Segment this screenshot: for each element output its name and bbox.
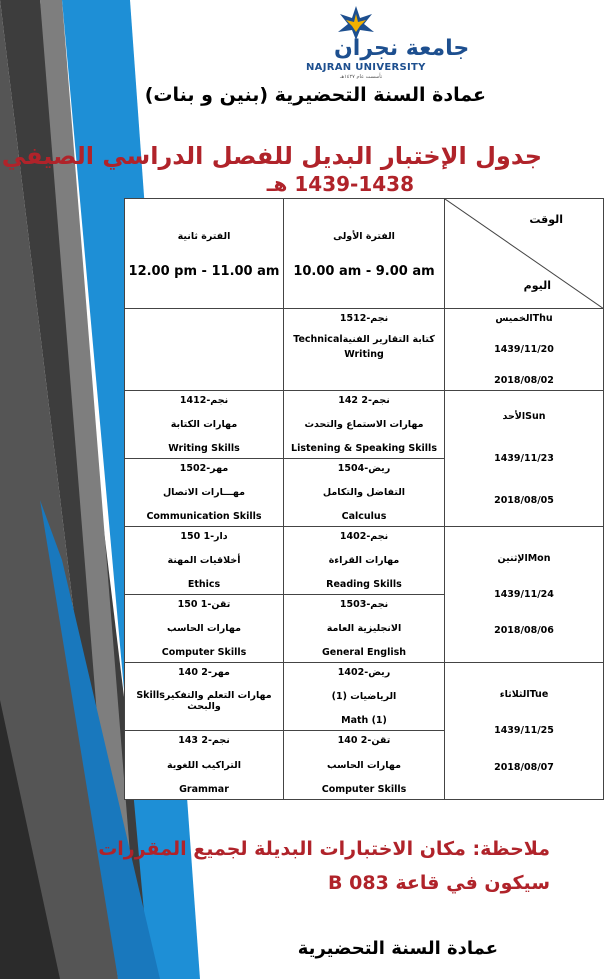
course-code: 150ريض-4: [337, 463, 391, 474]
day-name: الإثنينMon: [497, 553, 551, 564]
course-name-ar: مهـــارات الاتصال: [162, 487, 246, 498]
day-thursday: [445, 309, 604, 391]
day-name: الأحدSun: [502, 411, 546, 422]
period1-label: الفترة الأولى: [333, 231, 395, 242]
course-name-ar: Skillsمهارات التعلم والتفكير والبحث: [136, 690, 272, 712]
deanship-footer: عمادة السنة التحضيرية: [297, 938, 498, 959]
course-name-en: Writing Skills: [168, 443, 240, 454]
university-logo: [300, 4, 490, 78]
star-emblem-icon: [326, 4, 386, 40]
corner-diagonal: [445, 199, 604, 309]
course-code: 150نجم-3: [339, 599, 389, 610]
table-header-row: [125, 199, 604, 309]
schedule-title: جدول الإختبار البديل للفصل الدراسي الصيفي: [1, 142, 542, 170]
corner-time-label: الوقت: [529, 213, 563, 226]
course-name-en: Ethics: [187, 579, 221, 590]
course-code: 140 تقن-2: [337, 735, 391, 746]
slot-mon-p2-b: [125, 595, 284, 663]
exam-schedule-table: [124, 198, 604, 800]
slot-tue-p2-a: [125, 663, 284, 731]
schedule-year: 1439-1438 هـ: [266, 172, 414, 196]
course-name-ar: أخلاقيات المهنة: [167, 555, 241, 566]
day-tuesday: [445, 663, 604, 800]
course-code: 150 دار-1: [180, 531, 228, 542]
course-code: 140 مهر-2: [178, 667, 230, 678]
slot-tue-p1-b: [284, 731, 445, 800]
day-name: الخميسThu: [495, 313, 553, 324]
course-name-en: Communication Skills: [146, 511, 262, 522]
gregorian-date: 2018/08/06: [494, 624, 554, 636]
deanship-heading: عمادة السنة التحضيرية (بنين و بنات): [144, 84, 486, 106]
course-name-ar: مهارات الحاسب: [167, 623, 241, 634]
course-name-en: Computer Skills: [321, 784, 407, 795]
slot-thu-p2: [125, 309, 284, 391]
course-name-en: General English: [321, 647, 407, 658]
course-code: 150مهر-2: [179, 463, 229, 474]
slot-mon-p2-a: [125, 527, 284, 595]
table-row: [125, 309, 604, 391]
slot-thu-p1: [284, 309, 445, 391]
corner-day-label: اليوم: [523, 279, 551, 292]
period1-time: 10.00 am - 9.00 am: [293, 264, 435, 279]
course-name-en: Math (1): [341, 715, 387, 726]
slot-mon-p1-a: [284, 527, 445, 595]
slot-mon-p1-b: [284, 595, 445, 663]
period2-time: 12.00 pm - 11.00 am: [128, 264, 280, 279]
course-name-ar: مهارات الاستماع والتحدث: [304, 419, 424, 430]
gregorian-date: 2018/08/07: [494, 761, 554, 773]
corner-header: [445, 199, 604, 309]
slot-sun-p2-a: [125, 391, 284, 459]
logo-founded-text: تأسست عام ١٤٢٧هـ: [340, 74, 383, 80]
period2-header: [125, 199, 284, 309]
course-name-en: Computer Skills: [161, 647, 247, 658]
slot-tue-p1-a: [284, 663, 445, 731]
hijri-date: 1439/11/25: [494, 725, 554, 737]
course-name-ar: مهارات القراءة: [328, 555, 400, 566]
course-name-en: Grammar: [179, 784, 229, 795]
course-code: 142 نجم-2: [338, 395, 390, 406]
course-name-ar: مهارات الحاسب: [327, 759, 401, 771]
logo-arabic-text: جامعة نجران: [334, 36, 470, 61]
gregorian-date: 2018/08/02: [494, 374, 554, 386]
course-name-ar: الرياضيات (1): [331, 691, 397, 702]
day-monday: [445, 527, 604, 663]
logo-english-text: NAJRAN UNIVERSITY: [306, 62, 426, 73]
day-sunday: [445, 391, 604, 527]
slot-sun-p1-a: [284, 391, 445, 459]
course-code: 143 نجم-2: [178, 735, 230, 746]
note-line1: ملاحظة: مكان الاختبارات البديلة لجميع المقررات: [98, 838, 550, 860]
course-code: 141نجم-2: [179, 395, 229, 406]
hijri-date: 1439/11/24: [494, 588, 554, 600]
period2-label: الفترة ثانية: [177, 231, 231, 242]
period1-header: [284, 199, 445, 309]
course-name-en: Reading Skills: [326, 579, 402, 590]
course-name-en: Writing: [344, 349, 384, 360]
slot-sun-p2-b: [125, 459, 284, 527]
course-name-ar: الانجليزية العامة: [326, 623, 402, 634]
gregorian-date: 2018/08/05: [494, 494, 554, 506]
hijri-date: 1439/11/20: [494, 343, 554, 355]
note-line2: سيكون في قاعة 083 B: [328, 872, 550, 894]
course-name-en: Listening & Speaking Skills: [291, 443, 437, 454]
day-name: الثلاثاءTue: [499, 689, 549, 700]
course-name-ar: التراكيب اللغوية: [167, 759, 241, 771]
table-row: [125, 663, 604, 731]
slot-tue-p2-b: [125, 731, 284, 800]
hijri-date: 1439/11/23: [494, 452, 554, 464]
course-code: 140ريض-2: [337, 667, 391, 678]
course-code: 151نجم-2: [339, 313, 389, 324]
table-row: [125, 391, 604, 459]
course-name-ar: Technicalكتابة التقارير الفنية: [293, 334, 435, 345]
table-row: [125, 527, 604, 595]
course-name-ar: التفاضل والتكامل: [322, 487, 406, 498]
course-name-ar: مهارات الكتابة: [170, 419, 238, 430]
course-code: 140نجم-2: [339, 531, 389, 542]
slot-sun-p1-b: [284, 459, 445, 527]
course-code: 150 تقن-1: [177, 599, 231, 610]
course-name-en: Calculus: [341, 511, 387, 522]
